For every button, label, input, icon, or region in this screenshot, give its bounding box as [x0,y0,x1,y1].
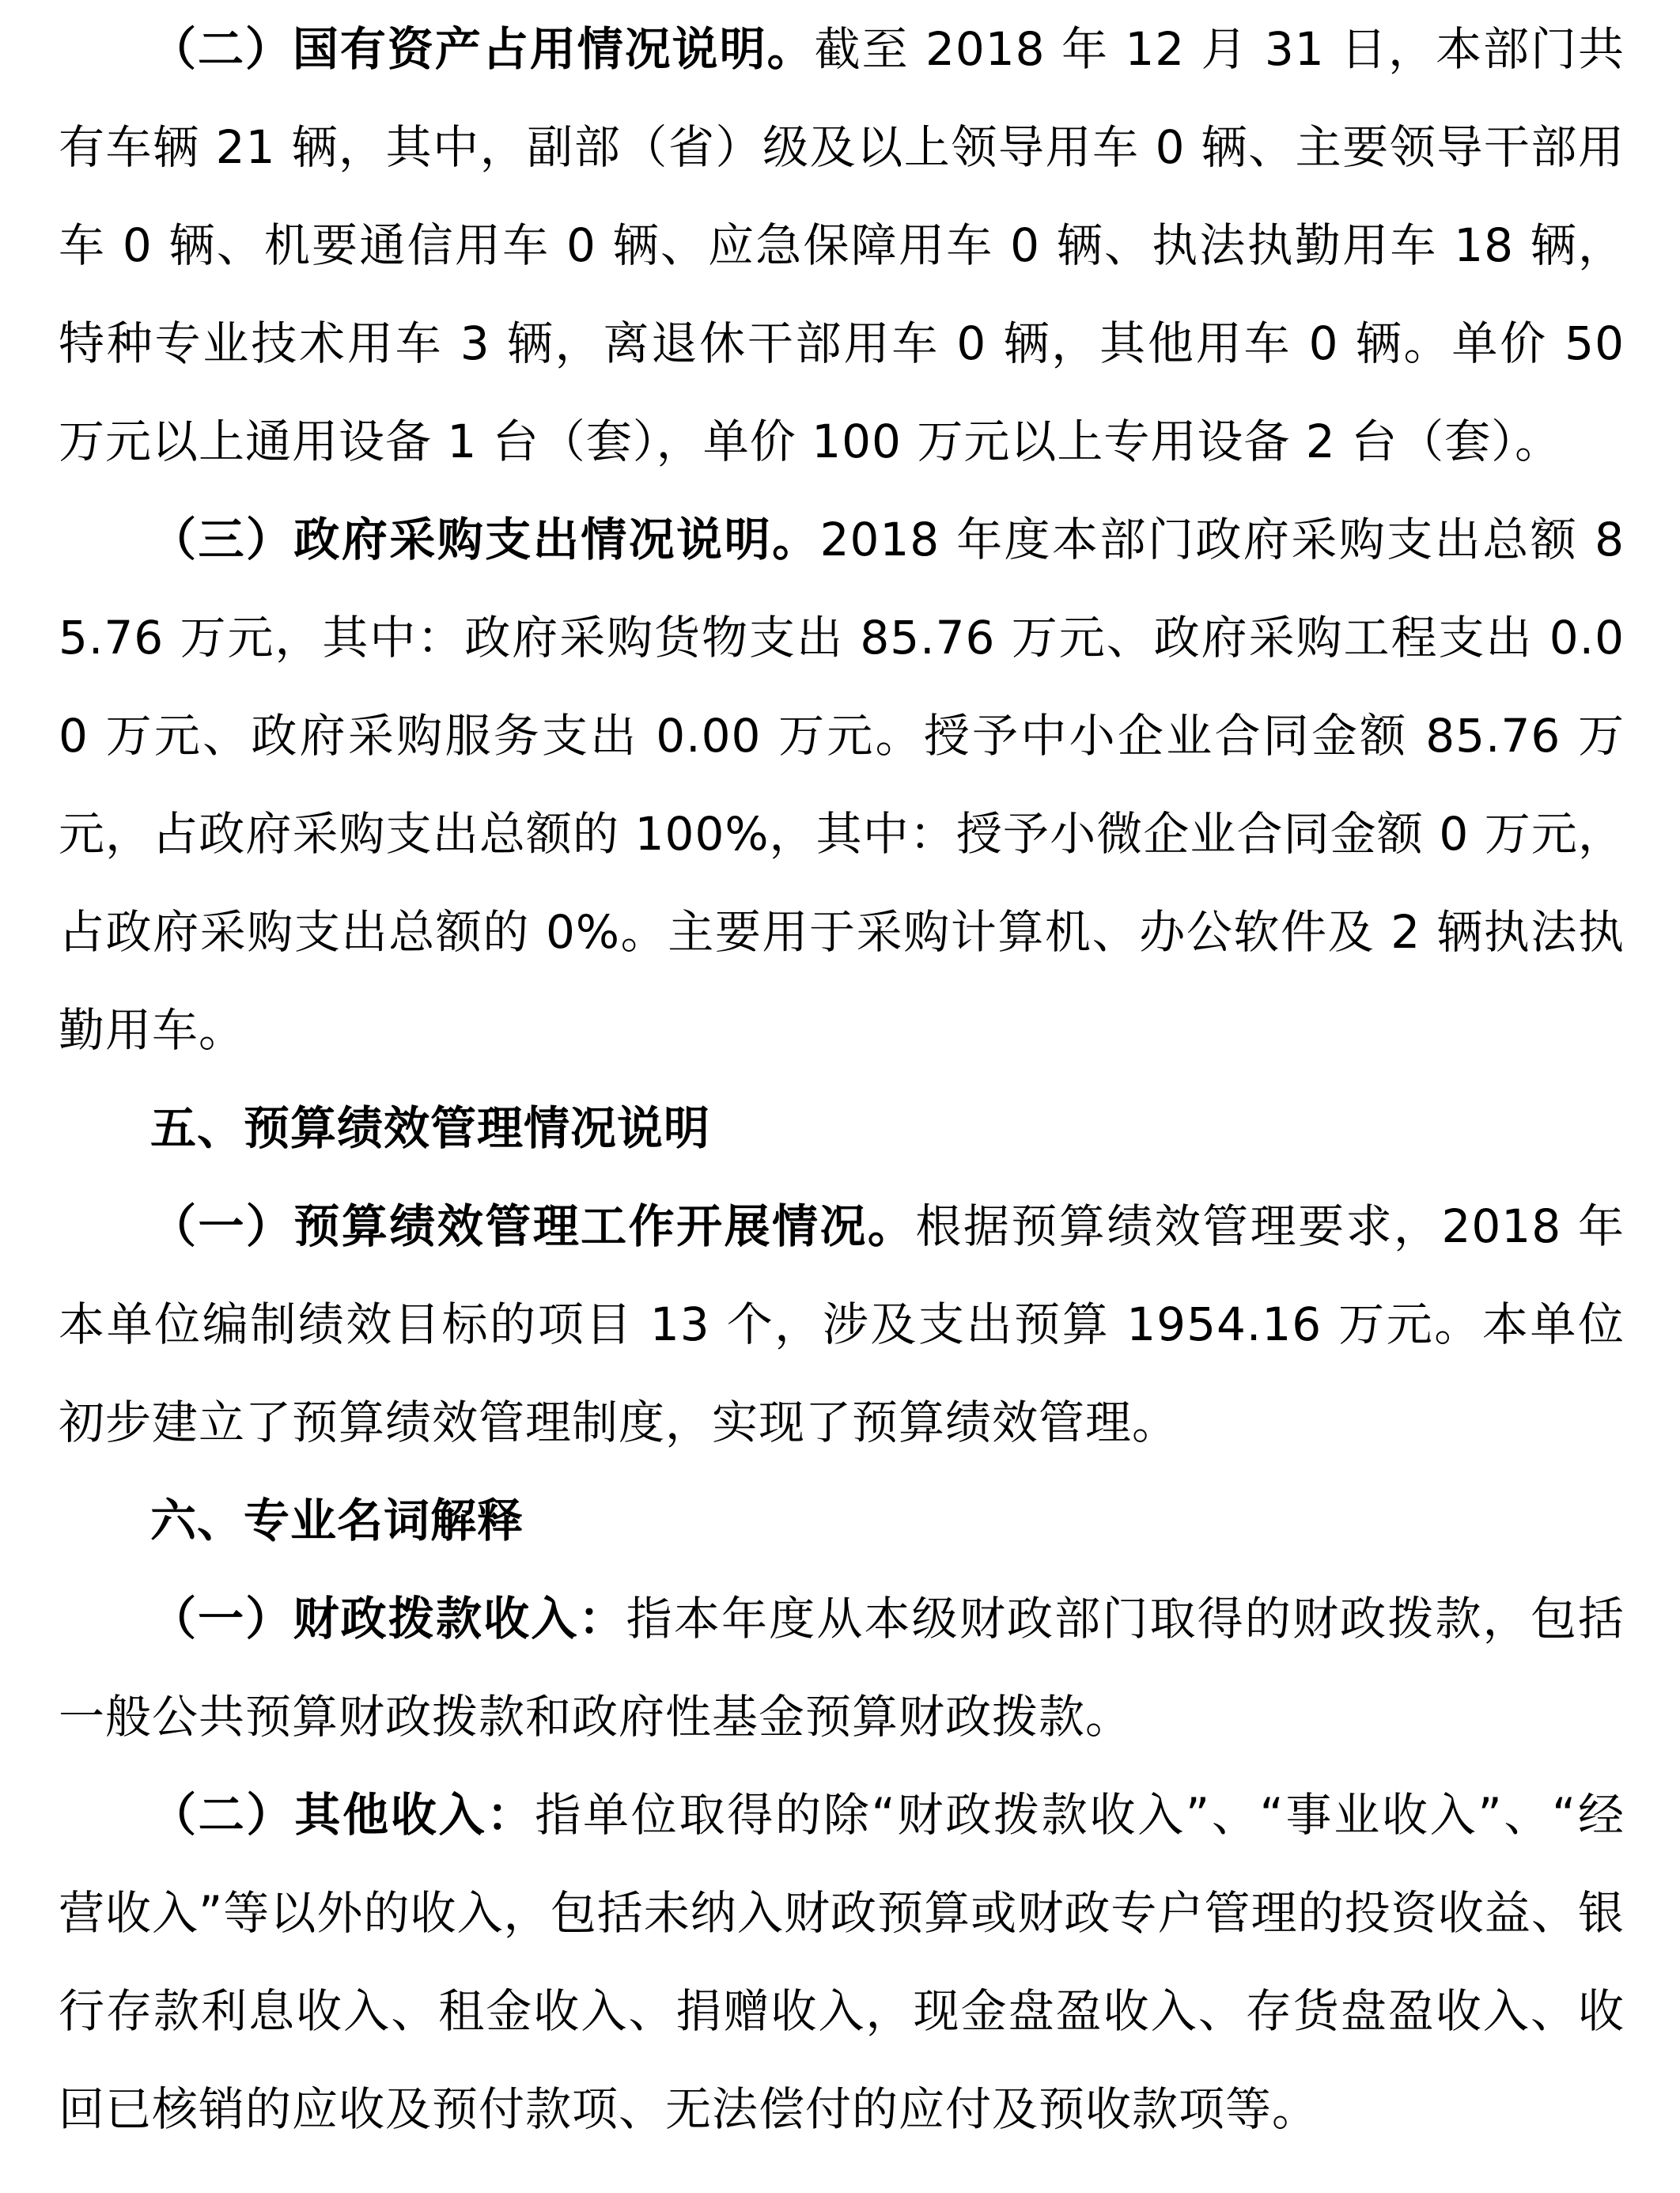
section-heading-glossary: 六、专业名词解释 [150,1494,524,1547]
paragraph-text: 2018 年度本部门政府采购支出总额 85.76 万元，其中：政府采购货物支出 85.76 万元、政府采购工程支出 0.00 万元、政府采购服务支出 0.00 万元。授予中小企业合同金额 85.76 万元，占政府采购支出总额的 100%，其中：授予小微企业合同金额 0 万元，占政府采购支出总额的 0%。主要用于采购计算机、办公软件及 2 辆执法执勤用车。 [59,513,1625,1057]
paragraph-text: 截至 2018 年 12 月 31 日，本部门共有车辆 21 辆，其中，副部（省）级及以上领导用车 0 辆、主要领导干部用车 0 辆、机要通信用车 0 辆、应急保障用车 0 辆、执法执勤用车 18 辆，特种专业技术用车 3 辆，离退休干部用车 0 辆，其他用车 0 辆。单价 50 万元以上通用设备 1 台（套），单价 100 万元以上专用设备 2 台（套）。 [59,22,1625,468]
paragraph-lead: （一）财政拨款收入： [150,1592,626,1646]
paragraph-lead: （二）其他收入： [150,1788,535,1842]
paragraph-performance-work [59,1177,1625,1471]
paragraph-lead: （一）预算绩效管理工作开展情况。 [150,1199,916,1253]
paragraph-government-procurement [59,490,1625,1079]
paragraph-text: 指单位取得的除“财政拨款收入”、“事业收入”、“经营收入”等以外的收入，包括未纳入财政预算或财政专户管理的投资收益、银行存款利息收入、租金收入、捐赠收入，现金盘盈收入、存货盘盈收入、收回已核销的应收及预付款项、无法偿付的应付及预收款项等。 [59,1788,1625,2136]
paragraph-lead: （二）国有资产占用情况说明。 [150,22,815,76]
paragraph-fiscal-appropriation [59,1570,1625,1766]
paragraph-text: 指本年度从本级财政部门取得的财政拨款，包括一般公共预算财政拨款和政府性基金预算财政拨款。 [59,1592,1625,1744]
paragraph-other-income [59,1766,1625,2158]
document-body [59,0,1625,2158]
paragraph-text: 根据预算绩效管理要求，2018 年本单位编制绩效目标的项目 13 个，涉及支出预算 1954.16 万元。本单位初步建立了预算绩效管理制度，实现了预算绩效管理。 [59,1199,1625,1449]
paragraph-state-assets [59,0,1625,490]
section-heading-performance: 五、预算绩效管理情况说明 [150,1101,711,1155]
paragraph-lead: （三）政府采购支出情况说明。 [150,513,820,566]
